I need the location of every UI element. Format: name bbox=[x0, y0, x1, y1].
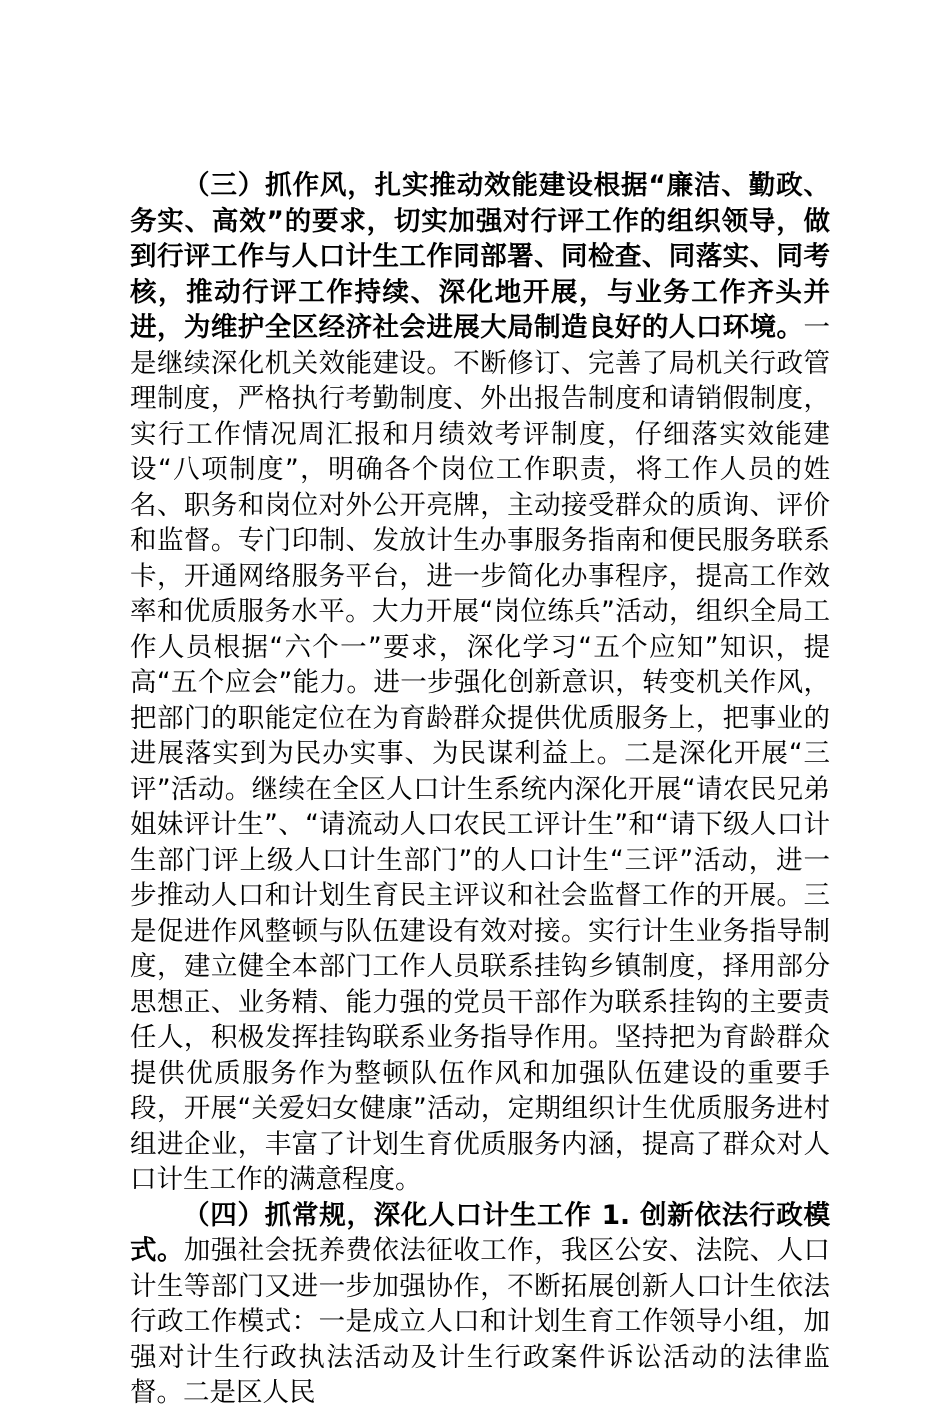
section-3-body: 一是继续深化机关效能建设。不断修订、完善了局机关行政管理制度，严格执行考勤制度、外出报告制度和请销假制度，实行工作情况周汇报和月绩效考评制度，仔细落实效能建设“八项制度”，明确各个岗位工作职责，将工作人员的姓名、职务和岗位对外公开亮牌，主动接受群众的质询、评价和监督。专门印制、发放计生办事服务指南和便民服务联系卡，开通网络服务平台，进一步简化办事程序，提高工作效率和优质服务水平。大力开展“岗位练兵”活动，组织全局工作人员根据“六个一”要求，深化学习“五个应知”知识，提高“五个应会”能力。进一步强化创新意识，转变机关作风，把部门的职能定位在为育龄群众提供优质服务上，把事业的进展落实到为民办实事、为民谋利益上。二是深化开展“三评”活动。继续在全区人口计生系统内深化开展“请农民兄弟姐妹评计生”、“请流动人口农民工评计生”和“请下级人口计生部门评上级人口计生部门”的人口计生“三评”活动，进一步推动人口和计划生育民主评议和社会监督工作的开展。三是促进作风整顿与队伍建设有效对接。实行计生业务指导制度，建立健全本部门工作人员联系挂钩乡镇制度，择用部分思想正、业务精、能力强的党员干部作为联系挂钩的主要责任人，积极发挥挂钩联系业务指导作用。坚持把为育龄群众提供优质服务作为整顿队伍作风和加强队伍建设的重要手段，开展“关爱妇女健康”活动，定期组织计生优质服务进村组进企业，丰富了计划生育优质服务内涵，提高了群众对人口计生工作的满意程度。 bbox=[130, 312, 830, 1195]
paragraph-section-4 bbox=[130, 1198, 830, 1411]
section-4-body: 加强社会抚养费依法征收工作，我区公安、法院、人口计生等部门又进一步加强协作，不断拓展创新人口计生依法行政工作模式：一是成立人口和计划生育工作领导小组，加强对计生行政执法活动及计生行政案件诉讼活动的法律监督。二是区人民 bbox=[130, 1235, 831, 1408]
section-4-heading: （四）抓常规，深化人口计生工作 1. 创新依法行政模式。 bbox=[130, 1199, 830, 1266]
paragraph-section-3 bbox=[130, 168, 830, 1198]
document-body bbox=[130, 168, 830, 1411]
section-3-heading: （三）抓作风，扎实推动效能建设根据“廉洁、勤政、务实、高效”的要求，切实加强对行评工作的组织领导，做到行评工作与人口计生工作同部署、同检查、同落实、同考核，推动行评工作持续、深化地开展，与业务工作齐头并进，为维护全区经济社会进展大局制造良好的人口环境。 bbox=[130, 170, 830, 343]
